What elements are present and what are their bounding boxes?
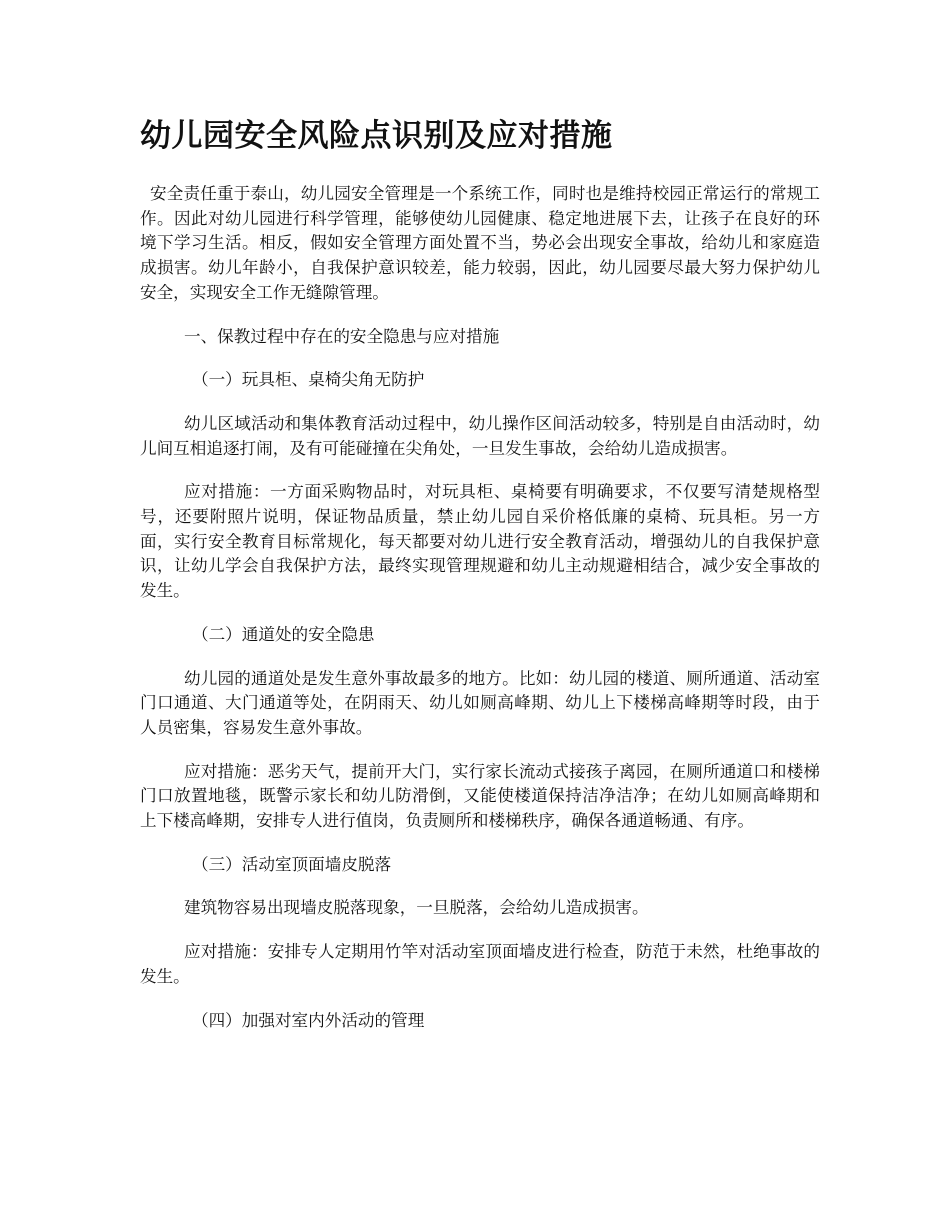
subsection-2-measure: 应对措施：恶劣天气，提前开大门，实行家长流动式接孩子离园，在厕所通道口和楼梯门口放置地毯，既警示家长和幼儿防滑倒，又能使楼道保持洁净洁净；在幼儿如厕高峰期和上下楼高峰期，安排专人进行值岗，负责厕所和楼梯秩序，确保各通道畅通、有序。	[140, 761, 820, 831]
subsection-heading-3: （三）活动室顶面墙皮脱落	[192, 854, 392, 874]
subsection-3-problem: 建筑物容易出现墙皮脱落现象，一旦脱落，会给幼儿造成损害。	[184, 898, 649, 918]
subsection-heading-4: （四）加强对室内外活动的管理	[192, 1010, 425, 1030]
document-title: 幼儿园安全风险点识别及应对措施	[140, 118, 613, 154]
subsection-3-measure: 应对措施：安排专人定期用竹竿对活动室顶面墙皮进行检查，防范于未然，杜绝事故的发生。	[140, 942, 820, 986]
intro-paragraph: 安全责任重于泰山，幼儿园安全管理是一个系统工作，同时也是维持校园正常运行的常规工作。因此对幼儿园进行科学管理，能够使幼儿园健康、稳定地进展下去，让孩子在良好的环境下学习生活。相反，假如安全管理方面处置不当，势必会出现安全事故，给幼儿和家庭造成损害。幼儿年龄小，自我保护意识较差，能力较弱，因此，幼儿园要尽最大努力保护幼儿安全，实现安全工作无缝隙管理。	[140, 184, 820, 302]
document-page	[140, 112, 820, 1033]
subsection-1-problem: 幼儿区域活动和集体教育活动过程中，幼儿操作区间活动较多，特别是自由活动时，幼儿间互相追逐打闹，及有可能碰撞在尖角处，一旦发生事故，会给幼儿造成损害。	[140, 413, 820, 458]
subsection-heading-1: （一）玩具柜、桌椅尖角无防护	[192, 370, 425, 390]
subsection-heading-2: （二）通道处的安全隐患	[192, 624, 375, 644]
section-heading-1: 一、保教过程中存在的安全隐患与应对措施	[184, 326, 500, 346]
subsection-1-measure: 应对措施：一方面采购物品时，对玩具柜、桌椅要有明确要求，不仅要写清楚规格型号，还要附照片说明，保证物品质量，禁止幼儿园自采价格低廉的桌椅、玩具柜。另一方面，实行安全教育目标常规化，每天都要对幼儿进行安全教育活动，增强幼儿的自我保护意识，让幼儿学会自我保护方法，最终实现管理规避和幼儿主动规避相结合，减少安全事故的发生。	[140, 482, 820, 601]
subsection-2-problem: 幼儿园的通道处是发生意外事故最多的地方。比如：幼儿园的楼道、厕所通道、活动室门口通道、大门通道等处，在阴雨天、幼儿如厕高峰期、幼儿上下楼梯高峰期等时段，由于人员密集，容易发生意外事故。	[140, 668, 820, 737]
